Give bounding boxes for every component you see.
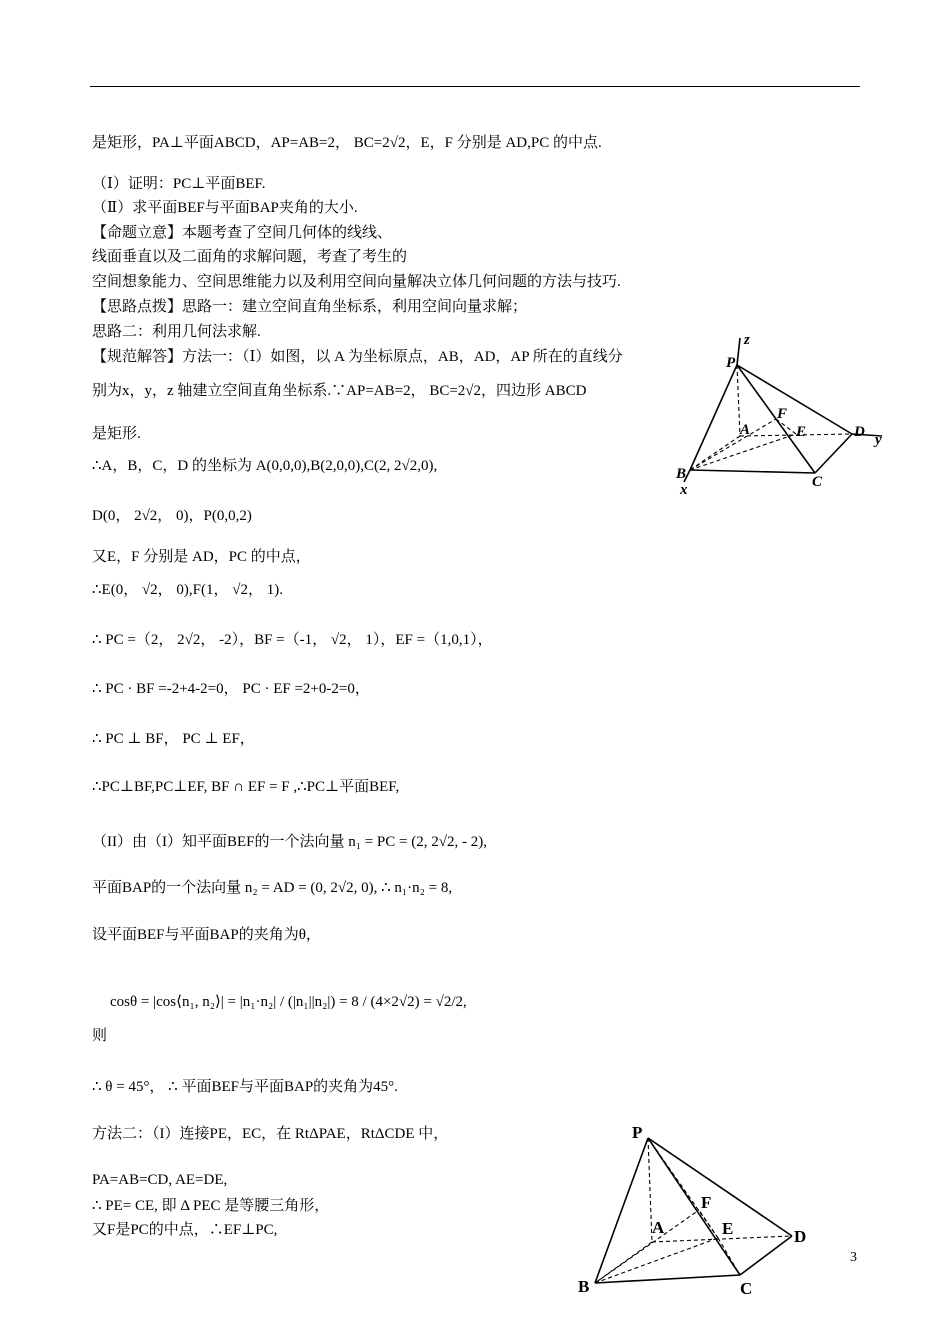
line-10: 别为x，y，z 轴建立空间直角坐标系.∵AP=AB=2， BC=2√2，四边形 ABCD [92,383,587,399]
label-y: y [875,432,882,448]
fig2-label-D: D [794,1227,807,1246]
label-F: F [777,406,788,422]
line-13: D(0， 2√2， 0)，P(0,0,2) [92,508,252,524]
page-number: 3 [850,1250,857,1265]
figure-pyramid [570,1118,830,1298]
z-axis [737,338,740,365]
fig2-label-P: P [632,1123,643,1142]
line-27: ∴ PE= CE, 即 Δ PEC 是等腰三角形， [92,1198,330,1214]
fig2-label-E: E [722,1219,734,1238]
header-rule [90,86,860,87]
line-25: 方法二：（I）连接PE，EC，在 RtΔPAE，RtΔCDE 中， [92,1126,449,1142]
line-22: 设平面BEF与平面BAP的夹角为θ， [92,927,321,943]
line-6: 空间想象能力、空间思维能力以及利用空间向量解决立体几何问题的方法与技巧. [92,274,621,290]
line-23-formula: cosθ = |cos⟨n₁, n₂⟩| = |n₁·n₂| / (|n₁||n₂|) = 8 / (4×2√2) = √2/2, [110,994,467,1010]
line-2: （Ⅰ）证明：PC⊥平面BEF. [92,176,266,192]
label-C: C [812,474,823,490]
label-z: z [744,332,750,348]
line-14: 又E，F 分别是 AD，PC 的中点， [92,549,311,565]
line-12: ∴A，B，C，D 的坐标为 A(0,0,0),B(2,0,0),C(2, 2√2,0), [92,458,438,474]
line-18: ∴ PC ⊥ BF， PC ⊥ EF， [92,731,255,747]
fig2-label-A: A [652,1218,665,1237]
figure-pyramid-axes [670,330,900,510]
line-19: ∴PC⊥BF,PC⊥EF, BF ∩ EF = F ,∴PC⊥平面BEF, [92,779,400,795]
line-28: 又F是PC的中点，∴EF⊥PC, [92,1222,278,1238]
line-24: ∴ θ = 45°， ∴ 平面BEF与平面BAP的夹角为45°. [92,1079,398,1095]
label-A: A [740,422,751,438]
line-17: ∴ PC · BF =-2+4-2=0， PC · EF =2+0-2=0， [92,681,370,697]
fig2-label-B: B [578,1277,590,1296]
line-11: 是矩形. [92,426,141,442]
label-D: D [854,424,865,440]
label-x: x [680,482,688,498]
line-23b: 则 [92,1028,108,1044]
line-8: 思路二：利用几何法求解. [92,324,261,340]
line-26: PA=AB=CD, AE=DE, [92,1172,228,1188]
line-9: 【规范解答】方法一：（Ⅰ）如图，以 A 为坐标原点，AB，AD，AP 所在的直线分 [92,349,623,365]
line-16: ∴ PC =（2， 2√2， -2），BF =（-1， √2， 1），EF =（1,0,1）， [92,632,493,648]
line-20: （II）由（I）知平面BEF的一个法向量 n₁ = PC = (2, 2√2, - 2), [92,834,487,850]
fig2-label-C: C [740,1279,753,1298]
label-B: B [676,466,687,482]
line-5: 线面垂直以及二面角的求解问题，考查了考生的 [92,249,408,265]
label-E: E [796,424,807,440]
line-4: 【命题立意】本题考查了空间几何体的线线、 [92,225,393,241]
label-P: P [726,355,736,371]
line-3: （Ⅱ）求平面BEF与平面BAP夹角的大小. [92,200,358,216]
line-7: 【思路点拨】思路一：建立空间直角坐标系，利用空间向量求解； [92,299,528,315]
line-1: 是矩形，PA⊥平面ABCD，AP=AB=2， BC=2√2，E，F 分别是 AD,PC 的中点. [92,135,602,151]
line-15: ∴E(0， √2， 0),F(1， √2， 1). [92,582,283,598]
line-21: 平面BAP的一个法向量 n₂ = AD = (0, 2√2, 0), ∴ n₁·n₂ = 8, [92,880,453,896]
fig2-label-F: F [701,1193,712,1212]
